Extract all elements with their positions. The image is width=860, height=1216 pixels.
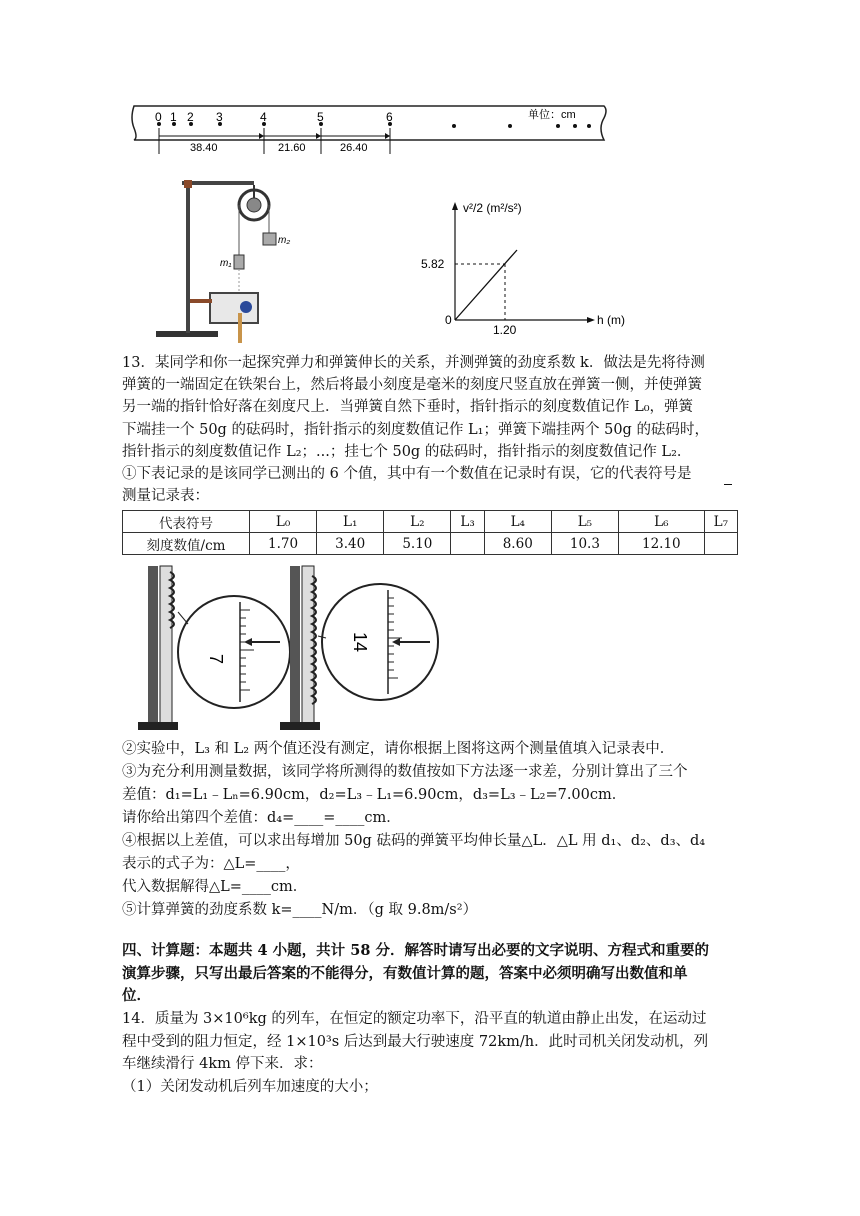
table-cell: L₆	[618, 511, 704, 533]
question-14	[122, 1008, 742, 1098]
table-cell: L₄	[484, 511, 551, 533]
velocity-height-graph	[415, 198, 640, 338]
section-4-line: 四、计算题：本题共 4 小题，共计 58 分．解答时请写出必要的文字说明、方程式和重要的	[122, 942, 709, 959]
tape-label-0: 0	[155, 110, 162, 124]
q13-d4-prompt: 请你给出第四个差值：d₄=____=____cm．	[122, 810, 401, 826]
table-header-cell: 代表符号	[123, 511, 250, 533]
tape-segment-2: 21.60	[278, 142, 306, 154]
tape-label-3: 3	[216, 110, 223, 124]
table-cell: 1.70	[250, 533, 317, 555]
q13-part3: ③为充分利用测量数据，该同学将所测得的数值按如下方法逐一求差，分别计算出了三个	[122, 764, 688, 780]
q13-line: 弹簧的一端固定在铁架台上，然后将最小刻度是毫米的刻度尺竖直放在弹簧一侧，并使弹簧	[122, 377, 702, 394]
table-row	[123, 533, 738, 555]
table-cell: L₂	[384, 511, 451, 533]
tape-label-6: 6	[386, 110, 393, 124]
q14-line: 程中受到的阻力恒定，经 1×10³s 后达到最大行驶速度 72km/h．此时司机关闭发动机，列	[122, 1033, 709, 1050]
tape-label-4: 4	[260, 110, 267, 124]
tape-segment-1: 38.40	[190, 142, 218, 154]
graph-y-value: 5.82	[421, 257, 445, 271]
tape-label-5: 5	[317, 110, 324, 124]
q13-line: ①下表记录的是该同学已测出的 6 个值，其中有一个数值在记录时有误，它的代表符号是	[122, 466, 692, 483]
table-cell: 3.40	[317, 533, 384, 555]
q13-part2: ②实验中，L₃ 和 L₂ 两个值还没有测定，请你根据上图将这两个测量值填入记录表中．	[122, 741, 675, 757]
q13-part5: ⑤计算弹簧的劲度系数 k=____N/m．（g 取 9.8m/s²）	[122, 902, 478, 918]
mass-1-label: m₁	[220, 258, 232, 269]
answer-blank-wrong-symbol[interactable]	[724, 484, 732, 485]
table-cell: 12.10	[618, 533, 704, 555]
q13-line: 另一端的指针恰好落在刻度尺上．当弹簧自然下垂时，指针指示的刻度数值记作 L₀，弹簧	[122, 399, 694, 416]
q13-line: 下端挂一个 50g 的砝码时，指针指示的刻度数值记作 L₁；弹簧下端挂两个 50g 的砝码时，	[122, 421, 709, 438]
table-cell: L₁	[317, 511, 384, 533]
table-cell: 5.10	[384, 533, 451, 555]
table-row	[123, 511, 738, 533]
table-cell: L₀	[250, 511, 317, 533]
section-4-line: 位．	[122, 987, 151, 1004]
graph-x-value: 1.20	[493, 323, 517, 337]
table-cell: 8.60	[484, 533, 551, 555]
table-cell: L₃	[451, 511, 484, 533]
table-cell: 10.3	[551, 533, 618, 555]
q13-part3-values: 差值：d₁=L₁﹣Lₙ=6.90cm，d₂=L₃﹣L₁=6.90cm，d₃=L₃﹣L₂=7.00cm．	[122, 787, 627, 803]
q13-line: 13．某同学和你一起探究弹力和弹簧伸长的关系，并测弹簧的劲度系数 k．做法是先将待测	[122, 355, 705, 371]
table-cell: L₇	[704, 511, 737, 533]
graph-x-axis-label: h (m)	[597, 313, 625, 327]
q13-line: 测量记录表：	[122, 488, 209, 505]
atwood-apparatus-figure	[150, 175, 300, 345]
section-4-line: 演算步骤，只写出最后答案的不能得分，有数值计算的题，答案中必须明确写出数值和单	[122, 964, 688, 982]
graph-origin: 0	[445, 313, 452, 327]
q13-part4: ④根据以上差值，可以求出每增加 50g 砝码的弹簧平均伸长量△L．△L 用 d₁、d₂、d₃、d₄	[122, 833, 706, 849]
table-cell: L₅	[551, 511, 618, 533]
mass-2-label: m₂	[278, 235, 291, 246]
left-ruler-reading: 7	[206, 654, 226, 665]
q14-line: （1）关闭发动机后列车加速度的大小；	[122, 1078, 378, 1095]
question-13	[122, 352, 732, 507]
measurement-table	[122, 510, 738, 555]
ruler-reading-figure	[130, 562, 450, 734]
q13-delta-l-expr: 表示的式子为：△L=____，	[122, 856, 300, 872]
section-4-heading	[122, 940, 742, 1008]
q13-delta-l-value: 代入数据解得△L=____cm．	[122, 879, 308, 895]
tape-label-1: 1	[170, 110, 177, 124]
q14-line: 14．质量为 3×10⁶kg 的列车，在恒定的额定功率下，沿平直的轨道由静止出发，在运动过	[122, 1011, 707, 1027]
table-cell-input-l7[interactable]	[704, 533, 737, 555]
q13-line: 指针指示的刻度数值记作 L₂；...；挂七个 50g 的砝码时，指针指示的刻度数值记作 L₂．	[122, 443, 692, 460]
table-cell-input-l3[interactable]	[451, 533, 484, 555]
graph-y-axis-label: v²/2 (m²/s²)	[463, 201, 522, 215]
right-ruler-reading: 14	[350, 632, 370, 653]
tape-segment-3: 26.40	[340, 142, 368, 154]
tape-label-2: 2	[187, 110, 194, 124]
tape-unit-label: 单位：cm	[528, 109, 576, 121]
q14-line: 车继续滑行 4km 停下来．求：	[122, 1056, 323, 1072]
table-header-cell: 刻度数值/cm	[123, 533, 250, 555]
paper-tape-figure	[128, 98, 610, 158]
